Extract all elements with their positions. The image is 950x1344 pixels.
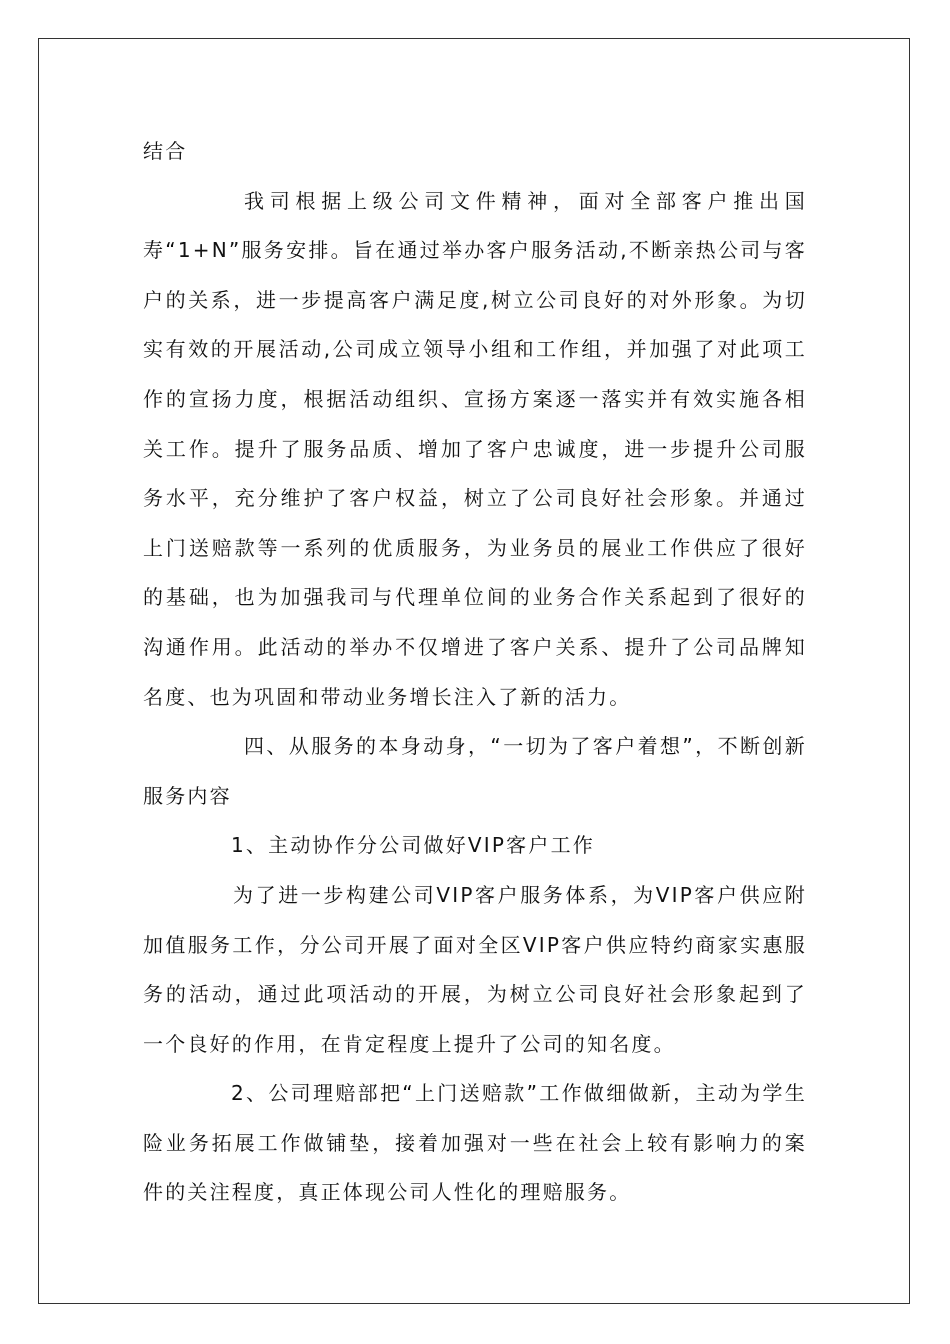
list-item-1-heading: 1、主动协作分公司做好VIP客户工作 [231,833,595,858]
list-item-2: 2、公司理赔部把“上门送赔款”工作做细做新，主动为学生险业务拓展工作做铺垫，接着加强对一些在社会上较有影响力的案件的关注程度，真正体现公司人性化的理赔服务。 [143,1081,807,1205]
paragraph-1n-service: 我司根据上级公司文件精神，面对全部客户推出国寿“1+N”服务安排。旨在通过举办客户服务活动,不断亲热公司与客户的关系，进一步提高客户满足度,树立公司良好的对外形象。为切实有效的开展活动,公司成立领导小组和工作组，并加强了对此项工作的宣扬力度，根据活动组织、宣扬方案逐一落实并有效实施各相关工作。提升了服务品质、增加了客户忠诚度，进一步提升公司服务水平，充分维护了客户权益，树立了公司良好社会形象。并通过上门送赔款等一系列的优质服务，为业务员的展业工作供应了很好的基础，也为加强我司与代理单位间的业务合作关系起到了很好的沟通作用。此活动的举办不仅增进了客户关系、提升了公司品牌知名度、也为巩固和带动业务增长注入了新的活力。 [143,188,807,709]
list-item-1-body: 为了进一步构建公司VIP客户服务体系，为VIP客户供应附加值服务工作，分公司开展了面对全区VIP客户供应特约商家实惠服务的活动，通过此项活动的开展，为树立公司良好社会形象起到了一个良好的作用，在肯定程度上提升了公司的知名度。 [143,882,807,1056]
document-body [143,127,807,1218]
paragraph-continuation: 结合 [143,139,188,163]
section-heading-four: 四、从服务的本身动身，“一切为了客户着想”，不断创新服务内容 [143,734,807,808]
